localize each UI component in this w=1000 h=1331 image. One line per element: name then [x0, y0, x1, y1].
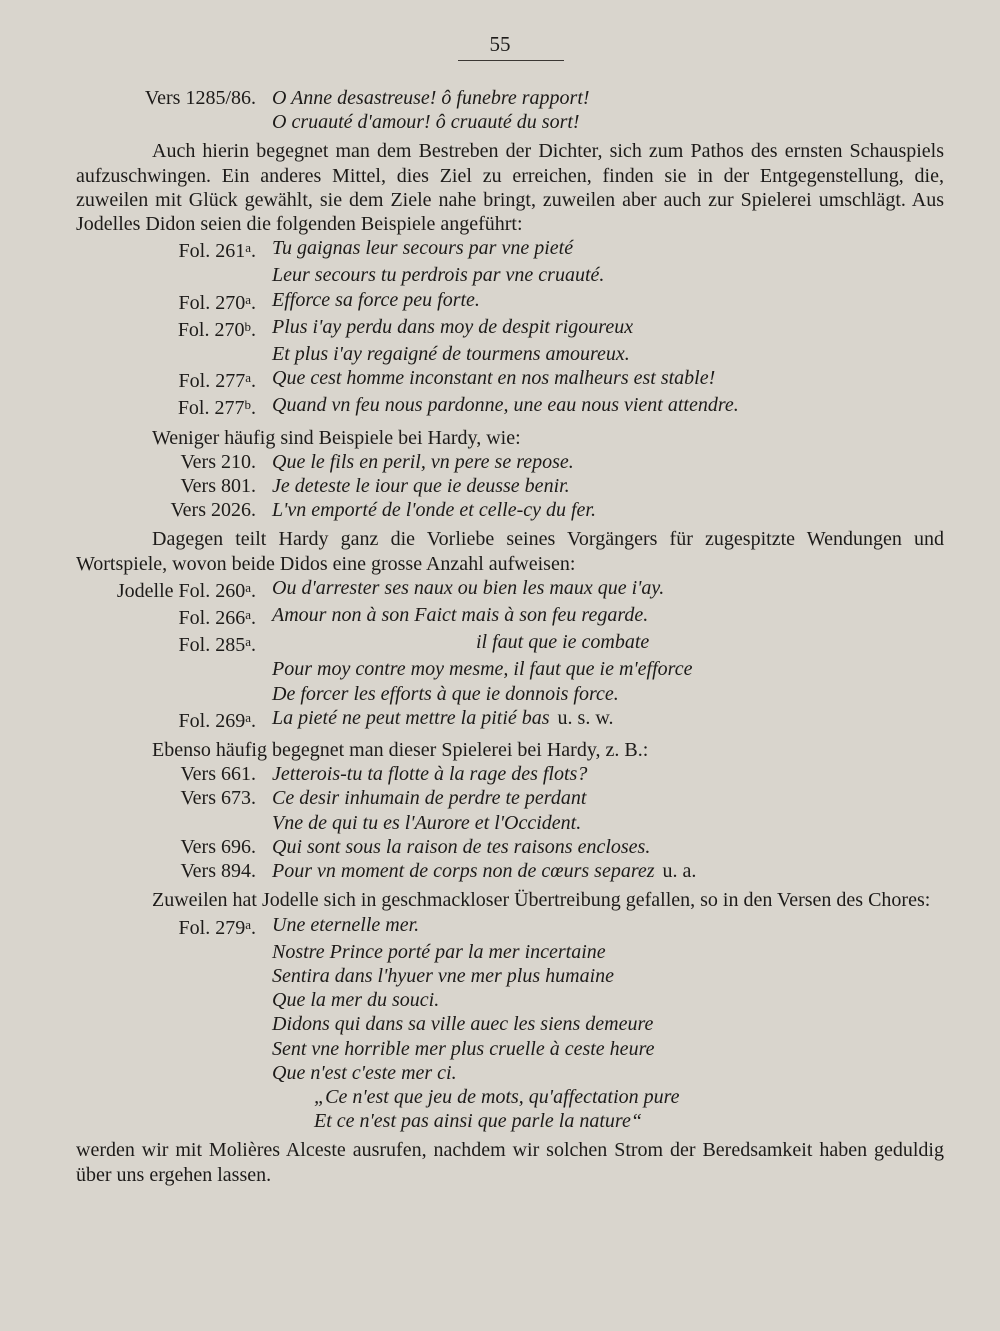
verse-text: O Anne desastreuse! ô funebre rapport! [272, 87, 590, 109]
verse-line [76, 450, 944, 474]
citation-label [76, 786, 272, 810]
verse-line [76, 786, 944, 810]
verse-text: Que le fils en peril, vn pere se repose. [272, 450, 574, 473]
verse-line [76, 1037, 944, 1061]
verse-text: Leur secours tu perdrois par vne cruauté. [272, 264, 605, 287]
citation-label [76, 450, 272, 474]
citation-label: Fol. 270$^a$. [178, 291, 256, 314]
verse-line [76, 315, 944, 342]
verse-text: Vne de qui tu es l'Aurore et l'Occident. [272, 811, 582, 834]
verse-line [76, 366, 944, 393]
citation-label [76, 342, 272, 366]
verse-text: Didons qui dans sa ville auec les siens demeure [272, 1013, 654, 1036]
verse-text: Nostre Prince porté par la mer incertaine [272, 940, 606, 963]
citation-label: Fol. 279$^a$. [178, 916, 256, 939]
citation-label [76, 1061, 272, 1085]
citation-ref: Vers 1285/86. [144, 87, 256, 109]
quote-text: Et ce n'est pas ainsi que parle la nature“ [314, 1110, 642, 1133]
verse-text: Que n'est c'este mer ci. [272, 1061, 457, 1084]
verse-line [76, 474, 944, 498]
citation-sup: a [245, 607, 251, 623]
paragraph: Weniger häufig sind Beispiele bei Hardy, wie: [152, 426, 521, 449]
citation-label: Fol. 277$^a$. [178, 370, 256, 393]
citation-sup: a [245, 579, 251, 595]
verse-tail: u. a. [662, 860, 697, 883]
verse-line [76, 859, 944, 883]
citation-sup: a [245, 634, 251, 650]
citation-ref: Vers 2026. [170, 499, 256, 522]
page-body [76, 86, 944, 1187]
verse-text: Qui sont sous la raison de tes raisons encloses. [272, 835, 651, 858]
citation-label: Fol. 266$^a$. [178, 607, 256, 630]
citation-ref: Fol. 270 [177, 318, 245, 341]
verse-text: Tu gaignas leur secours par vne pieté [272, 237, 574, 260]
verse-text: O cruauté d'amour! ô cruauté du sort! [272, 111, 580, 134]
citation-ref: Fol. 270 [178, 291, 246, 314]
verse-text: Quand vn feu nous pardonne, une eau nous vient attendre. [272, 394, 739, 417]
verse-line [76, 657, 944, 681]
citation-ref: Fol. 261 [178, 240, 246, 263]
citation-ref: Vers 661. [180, 763, 256, 786]
verse-text: Une eternelle mer. [272, 913, 420, 936]
verse-text: Sent vne horrible mer plus cruelle à ceste heure [272, 1037, 655, 1060]
verse-line [76, 110, 944, 134]
citation-label: Fol. 285$^a$. [178, 634, 256, 657]
verse-text: Pour moy contre moy mesme, il faut que ie m'efforce [272, 658, 693, 681]
citation-ref: Vers 894. [180, 860, 256, 883]
verse-text: De forcer les efforts à que ie donnois force. [272, 682, 619, 705]
citation-ref: Fol. 266 [178, 607, 246, 630]
verse-line [76, 988, 944, 1012]
verse-text: Jetterois-tu ta flotte à la rage des flots? [272, 763, 588, 786]
verse-line [76, 498, 944, 522]
citation-ref: Fol. 285 [178, 634, 246, 657]
citation-label [76, 1085, 272, 1109]
citation-label: Fol. 270$^b$. [177, 318, 256, 341]
verse-text: Je deteste le iour que ie deusse benir. [272, 475, 570, 498]
citation-sup: a [245, 709, 251, 725]
verse-line [76, 913, 944, 940]
citation-label [76, 657, 272, 681]
verse-line [76, 940, 944, 964]
verse-line [76, 706, 944, 733]
verse-text: Efforce sa force peu forte. [272, 288, 480, 311]
citation-ref: Vers 801. [180, 475, 256, 498]
verse-line [76, 288, 944, 315]
quote-text: „Ce n'est que jeu de mots, qu'affectation pure [314, 1085, 680, 1108]
verse-text: Ce desir inhumain de perdre te perdant [272, 787, 587, 810]
citation-label [76, 1037, 272, 1061]
citation-label [76, 835, 272, 859]
verse-text: Que la mer du souci. [272, 989, 440, 1012]
citation-label [76, 811, 272, 835]
citation-sup: a [245, 370, 251, 386]
verse-line [76, 1061, 944, 1085]
citation-label: Jodelle Fol. 260$^a$. [116, 579, 256, 602]
verse-text: Que cest homme inconstant en nos malheurs est stable! [272, 367, 716, 390]
paragraph: Auch hierin begegnet man dem Bestreben der Dichter, sich zum Pathos des ernsten Schauspiels aufzuschwingen. Ein anderes Mittel, dies Ziel zu erreichen, finden sie in der Entgegenstellung, die, zuweilen mit Glück gewählt, sie dem Ziele nahe bringt, zuweilen aber auch zur Spielerei umschlägt. Aus Jodelles Didon seien die folgenden Beispiele angeführt: [76, 140, 944, 236]
verse-line [76, 835, 944, 859]
citation-ref: Fol. 279 [178, 916, 246, 939]
verse-line [76, 263, 944, 287]
citation-label [76, 86, 272, 110]
citation-ref: Vers 673. [180, 787, 256, 810]
citation-ref: Vers 210. [180, 450, 256, 473]
citation-label [76, 1109, 272, 1133]
citation-ref: Fol. 269 [178, 709, 246, 732]
verse-line [76, 393, 944, 420]
citation-label: Fol. 269$^a$. [178, 709, 256, 732]
verse-text: il faut que ie combate [476, 631, 650, 654]
citation-ref: Fol. 277 [178, 370, 246, 393]
paragraph: Zuweilen hat Jodelle sich in geschmackloser Übertreibung gefallen, so in den Versen des Chores: [152, 889, 931, 912]
verse-text: La pieté ne peut mettre la pitié bas [272, 706, 550, 729]
verse-line [76, 762, 944, 786]
verse-text: Pour vn moment de corps non de cœurs separez [272, 860, 655, 883]
citation-label: Fol. 277$^b$. [177, 397, 256, 420]
verse-line [76, 236, 944, 263]
verse-line [76, 576, 944, 603]
verse-text: Et plus i'ay regaigné de tourmens amoureux. [272, 343, 630, 366]
citation-ref: Vers 696. [180, 835, 256, 858]
citation-sup: a [245, 291, 251, 307]
verse-line [76, 86, 944, 110]
citation-label [76, 263, 272, 287]
citation-label [76, 859, 272, 883]
verse-line [76, 603, 944, 630]
page-number-rule [458, 60, 564, 61]
citation-label: Fol. 261$^a$. [178, 240, 256, 263]
citation-label [76, 1012, 272, 1036]
verse-line [76, 1012, 944, 1036]
quote-line [76, 1109, 944, 1133]
page-number: 55 [489, 32, 511, 56]
citation-label [76, 964, 272, 988]
citation-sup: a [245, 240, 251, 256]
citation-label [76, 498, 272, 522]
citation-ref: Fol. 277 [177, 397, 245, 420]
verse-line [76, 342, 944, 366]
verse-text: Plus i'ay perdu dans moy de despit rigoureux [272, 315, 634, 338]
verse-line [76, 811, 944, 835]
citation-sup: b [244, 318, 251, 334]
paragraph: Dagegen teilt Hardy ganz die Vorliebe seines Vorgängers für zugespitzte Wendungen und Wortspiele, wovon beide Didos eine grosse Anzahl aufweisen: [76, 528, 944, 575]
verse-text: L'vn emporté de l'onde et celle-cy du fer. [272, 499, 596, 522]
citation-sup: b [244, 397, 251, 413]
paragraph: werden wir mit Molières Alceste ausrufen, nachdem wir solchen Strom der Beredsamkeit haben geduldig über uns ergehen lassen. [76, 1139, 944, 1186]
verse-text: Amour non à son Faict mais à son feu regarde. [272, 604, 649, 627]
citation-label [76, 474, 272, 498]
verse-line [76, 630, 944, 657]
paragraph: Ebenso häufig begegnet man dieser Spielerei bei Hardy, z. B.: [152, 739, 649, 762]
citation-ref: Jodelle Fol. 260 [116, 579, 246, 602]
verse-line [76, 964, 944, 988]
citation-sup: a [245, 916, 251, 932]
citation-label [76, 110, 272, 134]
quote-line [76, 1085, 944, 1109]
citation-label [76, 762, 272, 786]
verse-text: Ou d'arrester ses naux ou bien les maux que i'ay. [272, 576, 665, 599]
citation-label [76, 682, 272, 706]
verse-line [76, 682, 944, 706]
citation-label [76, 988, 272, 1012]
verse-text: Sentira dans l'hyuer vne mer plus humaine [272, 964, 615, 987]
verse-tail: u. s. w. [557, 706, 614, 729]
citation-label [76, 940, 272, 964]
